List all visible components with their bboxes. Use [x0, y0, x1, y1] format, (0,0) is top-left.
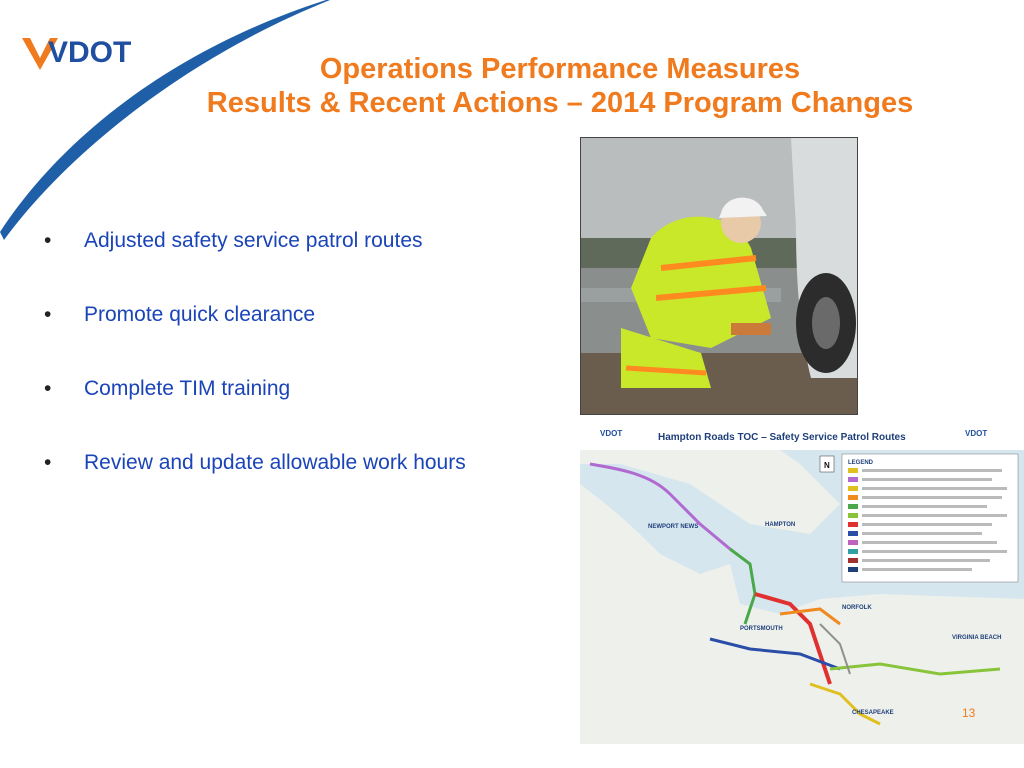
map-title: Hampton Roads TOC – Safety Service Patrol Routes: [658, 432, 906, 443]
map-logo-left: VDOT: [600, 429, 623, 438]
map-logo-right: VDOT: [965, 429, 988, 438]
title-line-1: Operations Performance Measures: [319, 53, 801, 85]
bullet-item: [44, 376, 466, 402]
place-label: NEWPORT NEWS: [648, 524, 699, 530]
patrol-routes-map: [580, 424, 1024, 744]
patrol-worker-photo: [580, 137, 858, 415]
north-label: N: [824, 461, 830, 470]
bullet-item: [44, 228, 466, 254]
bullet-glyph: •: [44, 451, 52, 474]
title-line-2: Results & Recent Actions – 2014 Program Changes: [206, 87, 914, 119]
bullet-text: Review and update allowable work hours: [84, 451, 466, 474]
bullet-item: [44, 450, 466, 476]
place-label: PORTSMOUTH: [740, 626, 783, 632]
logo-text: VDOT: [48, 36, 132, 69]
slide-title: [120, 52, 1000, 120]
page-number: 13: [962, 706, 976, 720]
bullet-text: Complete TIM training: [84, 377, 291, 400]
place-label: HAMPTON: [765, 522, 796, 528]
bullet-glyph: •: [44, 303, 52, 326]
map-legend: [842, 454, 1018, 582]
place-label: CHESAPEAKE: [852, 710, 894, 716]
bullet-item: [44, 302, 466, 328]
place-label: NORFOLK: [842, 605, 872, 611]
bullet-glyph: •: [44, 229, 52, 252]
bullet-list: [44, 228, 466, 524]
place-label: VIRGINIA BEACH: [952, 635, 1002, 641]
bullet-glyph: •: [44, 377, 52, 400]
bullet-text: Promote quick clearance: [84, 303, 316, 326]
bullet-text: Adjusted safety service patrol routes: [84, 229, 423, 252]
legend-title: LEGEND: [848, 460, 874, 466]
